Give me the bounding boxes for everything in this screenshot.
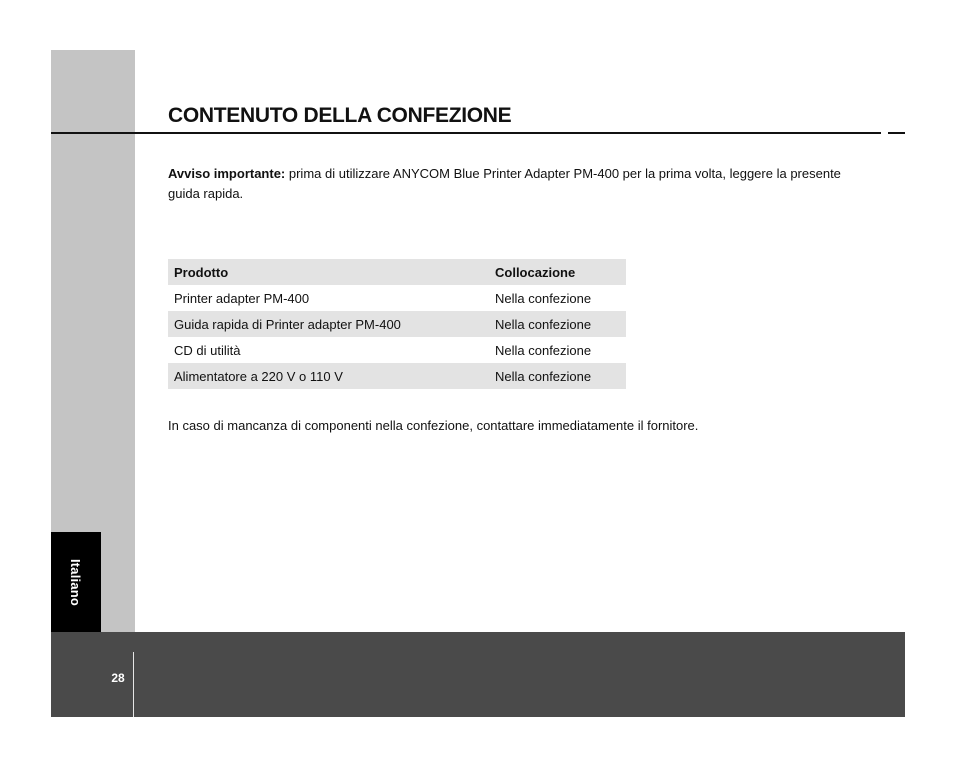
table-row	[168, 285, 626, 311]
product-cell: CD di utilità	[174, 342, 241, 358]
table-row	[168, 311, 626, 337]
product-cell: Guida rapida di Printer adapter PM-400	[174, 316, 401, 332]
location-cell: Nella confezione	[495, 316, 592, 332]
table-header-row	[168, 259, 626, 285]
important-notice	[168, 164, 848, 204]
notice-text: prima di utilizzare ANYCOM Blue Printer Adapter PM-400 per la prima volta, leggere la presente guida rapida.	[168, 166, 841, 201]
language-tab	[51, 532, 101, 632]
header-location: Collocazione	[495, 264, 576, 280]
product-cell: Printer adapter PM-400	[174, 290, 310, 306]
title-rule-end	[888, 132, 905, 134]
location-cell: Nella confezione	[495, 342, 592, 358]
table-row	[168, 363, 626, 389]
language-tab-label: Italiano	[68, 558, 84, 606]
footer-divider	[133, 652, 134, 717]
footer-bar	[51, 632, 905, 717]
location-cell: Nella confezione	[495, 290, 592, 306]
package-contents-table	[168, 259, 626, 389]
title-rule	[51, 132, 881, 134]
missing-components-note: In caso di mancanza di componenti nella confezione, contattare immediatamente il fornitore.	[168, 418, 699, 433]
page-number: 28	[111, 671, 125, 685]
table-row	[168, 337, 626, 363]
notice-label: Avviso importante:	[168, 166, 286, 181]
page-title: CONTENUTO DELLA CONFEZIONE	[168, 104, 512, 127]
header-product: Prodotto	[174, 264, 229, 280]
location-cell: Nella confezione	[495, 368, 592, 384]
product-cell: Alimentatore a 220 V o 110 V	[174, 368, 343, 384]
